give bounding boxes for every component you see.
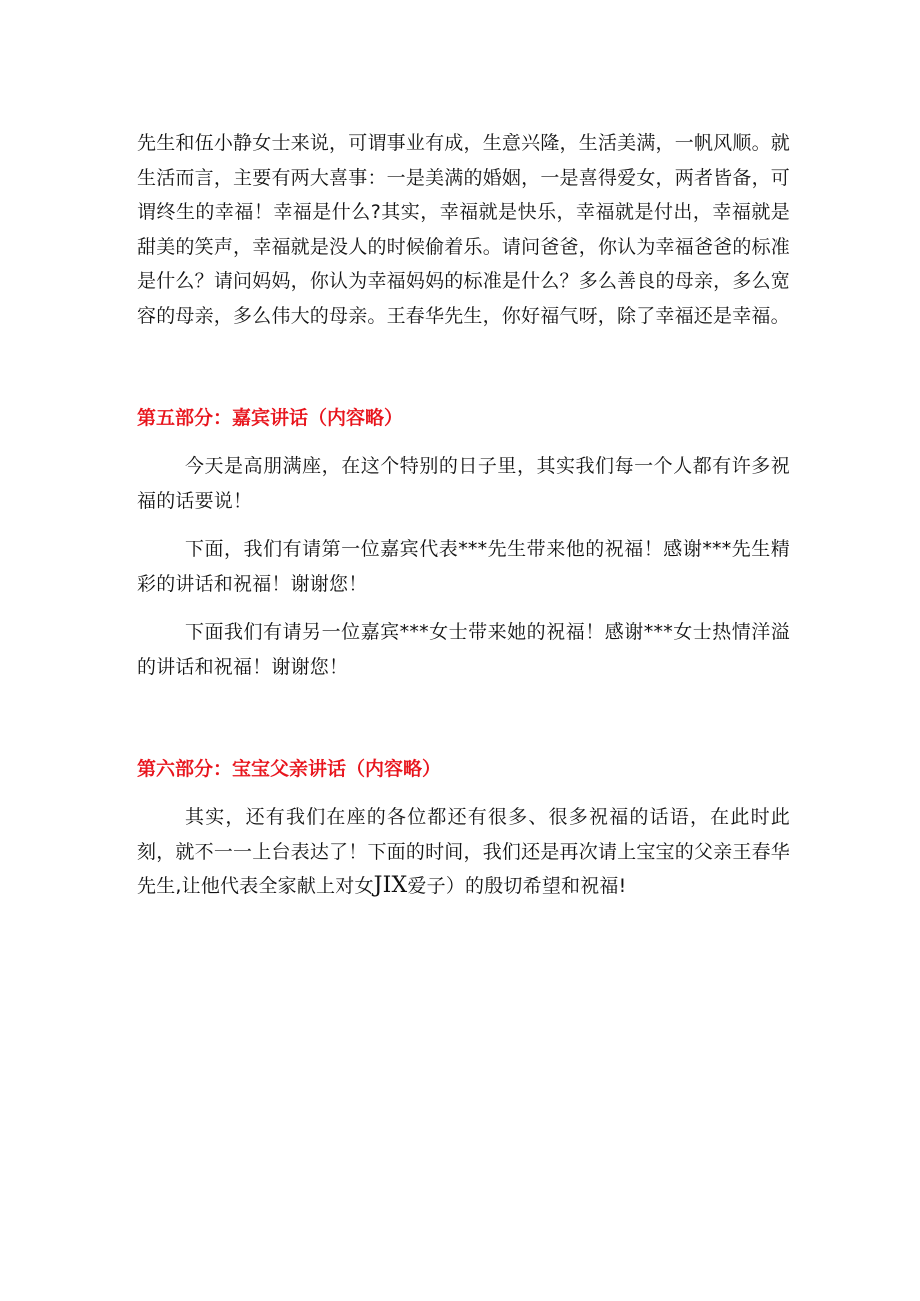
section6-paragraph bbox=[137, 800, 790, 904]
section6-paragraph-text-after: 爱子）的殷切希望和祝福! bbox=[407, 875, 627, 897]
section5-paragraph-2: 下面，我们有请第一位嘉宾代表***先生带来他的祝福！感谢***先生精彩的讲话和祝福！谢谢您！ bbox=[137, 538, 790, 595]
section6-paragraph-latin-text: JIX bbox=[373, 873, 408, 898]
section6-paragraph-text-before: 其实，还有我们在座的各位都还有很多、很多祝福的话语，在此时此刻，就不一一上台表达了！下面的时间，我们还是再次请上宝宝的父亲王春华先生,让他代表全家献上对女 bbox=[137, 806, 790, 897]
section6-heading: 第六部分：宝宝父亲讲话（内容略） bbox=[137, 758, 442, 780]
section5-paragraph-1: 今天是高朋满座，在这个特别的日子里，其实我们每一个人都有许多祝福的话要说！ bbox=[137, 455, 790, 512]
section5-paragraph-3: 下面我们有请另一位嘉宾***女士带来她的祝福！感谢***女士热情洋溢的讲话和祝福！谢谢您！ bbox=[137, 621, 790, 678]
intro-paragraph: 先生和伍小静女士来说，可谓事业有成，生意兴隆，生活美满，一帆风顺。就生活而言，主要有两大喜事：一是美满的婚姻，一是喜得爱女，两者皆备，可谓终生的幸福！幸福是什么?其实，幸福就是快乐，幸福就是付出，幸福就是甜美的笑声，幸福就是没人的时候偷着乐。请问爸爸，你认为幸福爸爸的标准是什么？请问妈妈，你认为幸福妈妈的标准是什么？多么善良的母亲，多么宽容的母亲，多么伟大的母亲。王春华先生，你好福气呀，除了幸福还是幸福。 bbox=[137, 132, 790, 327]
section5-heading: 第五部分：嘉宾讲话（内容略） bbox=[137, 407, 404, 429]
